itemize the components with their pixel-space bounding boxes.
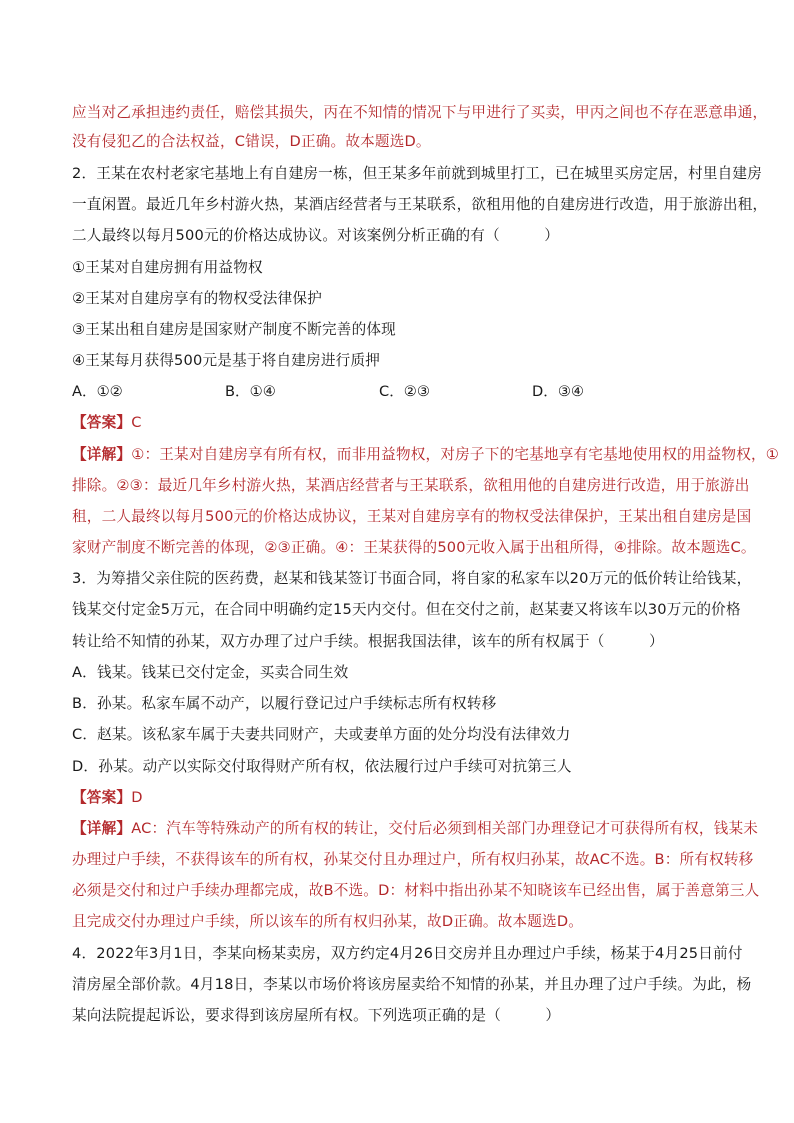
q2-stem-line-1: 2．王某在农村老家宅基地上有自建房一栋，但王某多年前就到城里打工，已在城里买房定居，村里自建房 xyxy=(72,165,763,182)
q2-detail-tag: 【详解】 xyxy=(72,446,132,463)
q2-detail-text-1: ①：王某对自建房享有所有权，而非用益物权，对房子下的宅基地享有宅基地使用权的用益物权，① xyxy=(131,446,780,463)
q3-stem-line-3: 转让给不知情的孙某，双方办理了过户手续。根据我国法律，该车的所有权属于（ ） xyxy=(72,633,664,650)
q4-stem-line-2: 清房屋全部价款。4月18日，李某以市场价将该房屋卖给不知情的孙某，并且办理了过户手续。为此，杨 xyxy=(72,976,752,993)
q2-detail-line-4: 家财产制度不断完善的体现，②③正确。④：王某获得的500元收入属于出租所得，④排除。故本题选C。 xyxy=(72,539,756,556)
q1-detail-line-1: 应当对乙承担违约责任，赔偿其损失，丙在不知情的情况下与甲进行了买卖，甲丙之间也不存在恶意串通， xyxy=(72,104,768,121)
q3-detail-text-1: AC：汽车等特殊动产的所有权的转让，交付后必须到相关部门办理登记才可获得所有权，钱某未 xyxy=(131,820,759,837)
q2-stem-line-3: 二人最终以每月500元的价格达成协议。对该案例分析正确的有（ ） xyxy=(72,227,560,244)
q3-option-c: C．赵某。该私家车属于夫妻共同财产，夫或妻单方面的处分均没有法律效力 xyxy=(72,726,571,743)
q2-option-a: A．①② xyxy=(72,383,123,400)
q3-detail-tag: 【详解】 xyxy=(72,820,132,837)
q3-option-a: A．钱某。钱某已交付定金，买卖合同生效 xyxy=(72,664,349,681)
q3-detail-line-4: 且完成交付办理过户手续，所以该车的所有权归孙某，故D正确。故本题选D。 xyxy=(72,913,584,930)
q2-answer xyxy=(72,413,728,433)
q2-statement-1: ①王某对自建房拥有用益物权 xyxy=(72,259,263,276)
q2-option-c: C．②③ xyxy=(379,383,430,400)
q2-statement-4: ④王某每月获得500元是基于将自建房进行质押 xyxy=(72,352,381,369)
q2-detail-line-1 xyxy=(72,445,780,465)
q2-answer-value: C xyxy=(131,414,142,431)
q2-statement-2: ②王某对自建房享有的物权受法律保护 xyxy=(72,290,322,307)
q2-option-b: B．①④ xyxy=(225,383,276,400)
q3-option-b: B．孙某。私家车属不动产，以履行登记过户手续标志所有权转移 xyxy=(72,695,497,712)
q3-stem-line-1: 3．为筹措父亲住院的医药费，赵某和钱某签订书面合同，将自家的私家车以20万元的低价转让给钱某， xyxy=(72,570,752,587)
q3-detail-line-2: 办理过户手续，不获得该车的所有权，孙某交付且办理过户，所有权归孙某，故AC不选。B：所有权转移 xyxy=(72,851,754,868)
q2-detail-line-3: 租，二人最终以每月500元的价格达成协议，王某对自建房享有的物权受法律保护，王某出租自建房是国 xyxy=(72,508,752,525)
q4-stem-line-1: 4．2022年3月1日，李某向杨某卖房，双方约定4月26日交房并且办理过户手续，杨某于4月25日前付 xyxy=(72,945,743,962)
q3-answer-tag: 【答案】 xyxy=(72,789,132,806)
q3-stem-line-2: 钱某交付定金5万元，在合同中明确约定15天内交付。但在交付之前，赵某妻又将该车以30万元的价格 xyxy=(72,601,741,618)
q1-detail-line-2: 没有侵犯乙的合法权益，C错误，D正确。故本题选D。 xyxy=(72,133,431,150)
q3-answer-value: D xyxy=(131,789,143,806)
q3-option-d: D．孙某。动产以实际交付取得财产所有权，依法履行过户手续可对抗第三人 xyxy=(72,758,572,775)
q2-statement-3: ③王某出租自建房是国家财产制度不断完善的体现 xyxy=(72,321,396,338)
q2-detail-line-2: 排除。②③：最近几年乡村游火热，某酒店经营者与王某联系，欲租用他的自建房进行改造，用于旅游出 xyxy=(72,477,750,494)
q3-detail-line-3: 必须是交付和过户手续办理都完成，故B不选。D：材料中指出孙某不知晓该车已经出售，属于善意第三人 xyxy=(72,882,760,899)
q2-stem-line-2: 一直闲置。最近几年乡村游火热，某酒店经营者与王某联系，欲租用他的自建房进行改造，用于旅游出租， xyxy=(72,196,768,213)
q3-detail-line-1 xyxy=(72,819,759,839)
q2-option-d: D．③④ xyxy=(532,383,584,400)
q2-answer-tag: 【答案】 xyxy=(72,414,132,431)
q3-answer xyxy=(72,788,728,808)
q4-stem-line-3: 某向法院提起诉讼，要求得到该房屋所有权。下列选项正确的是（ ） xyxy=(72,1007,561,1024)
